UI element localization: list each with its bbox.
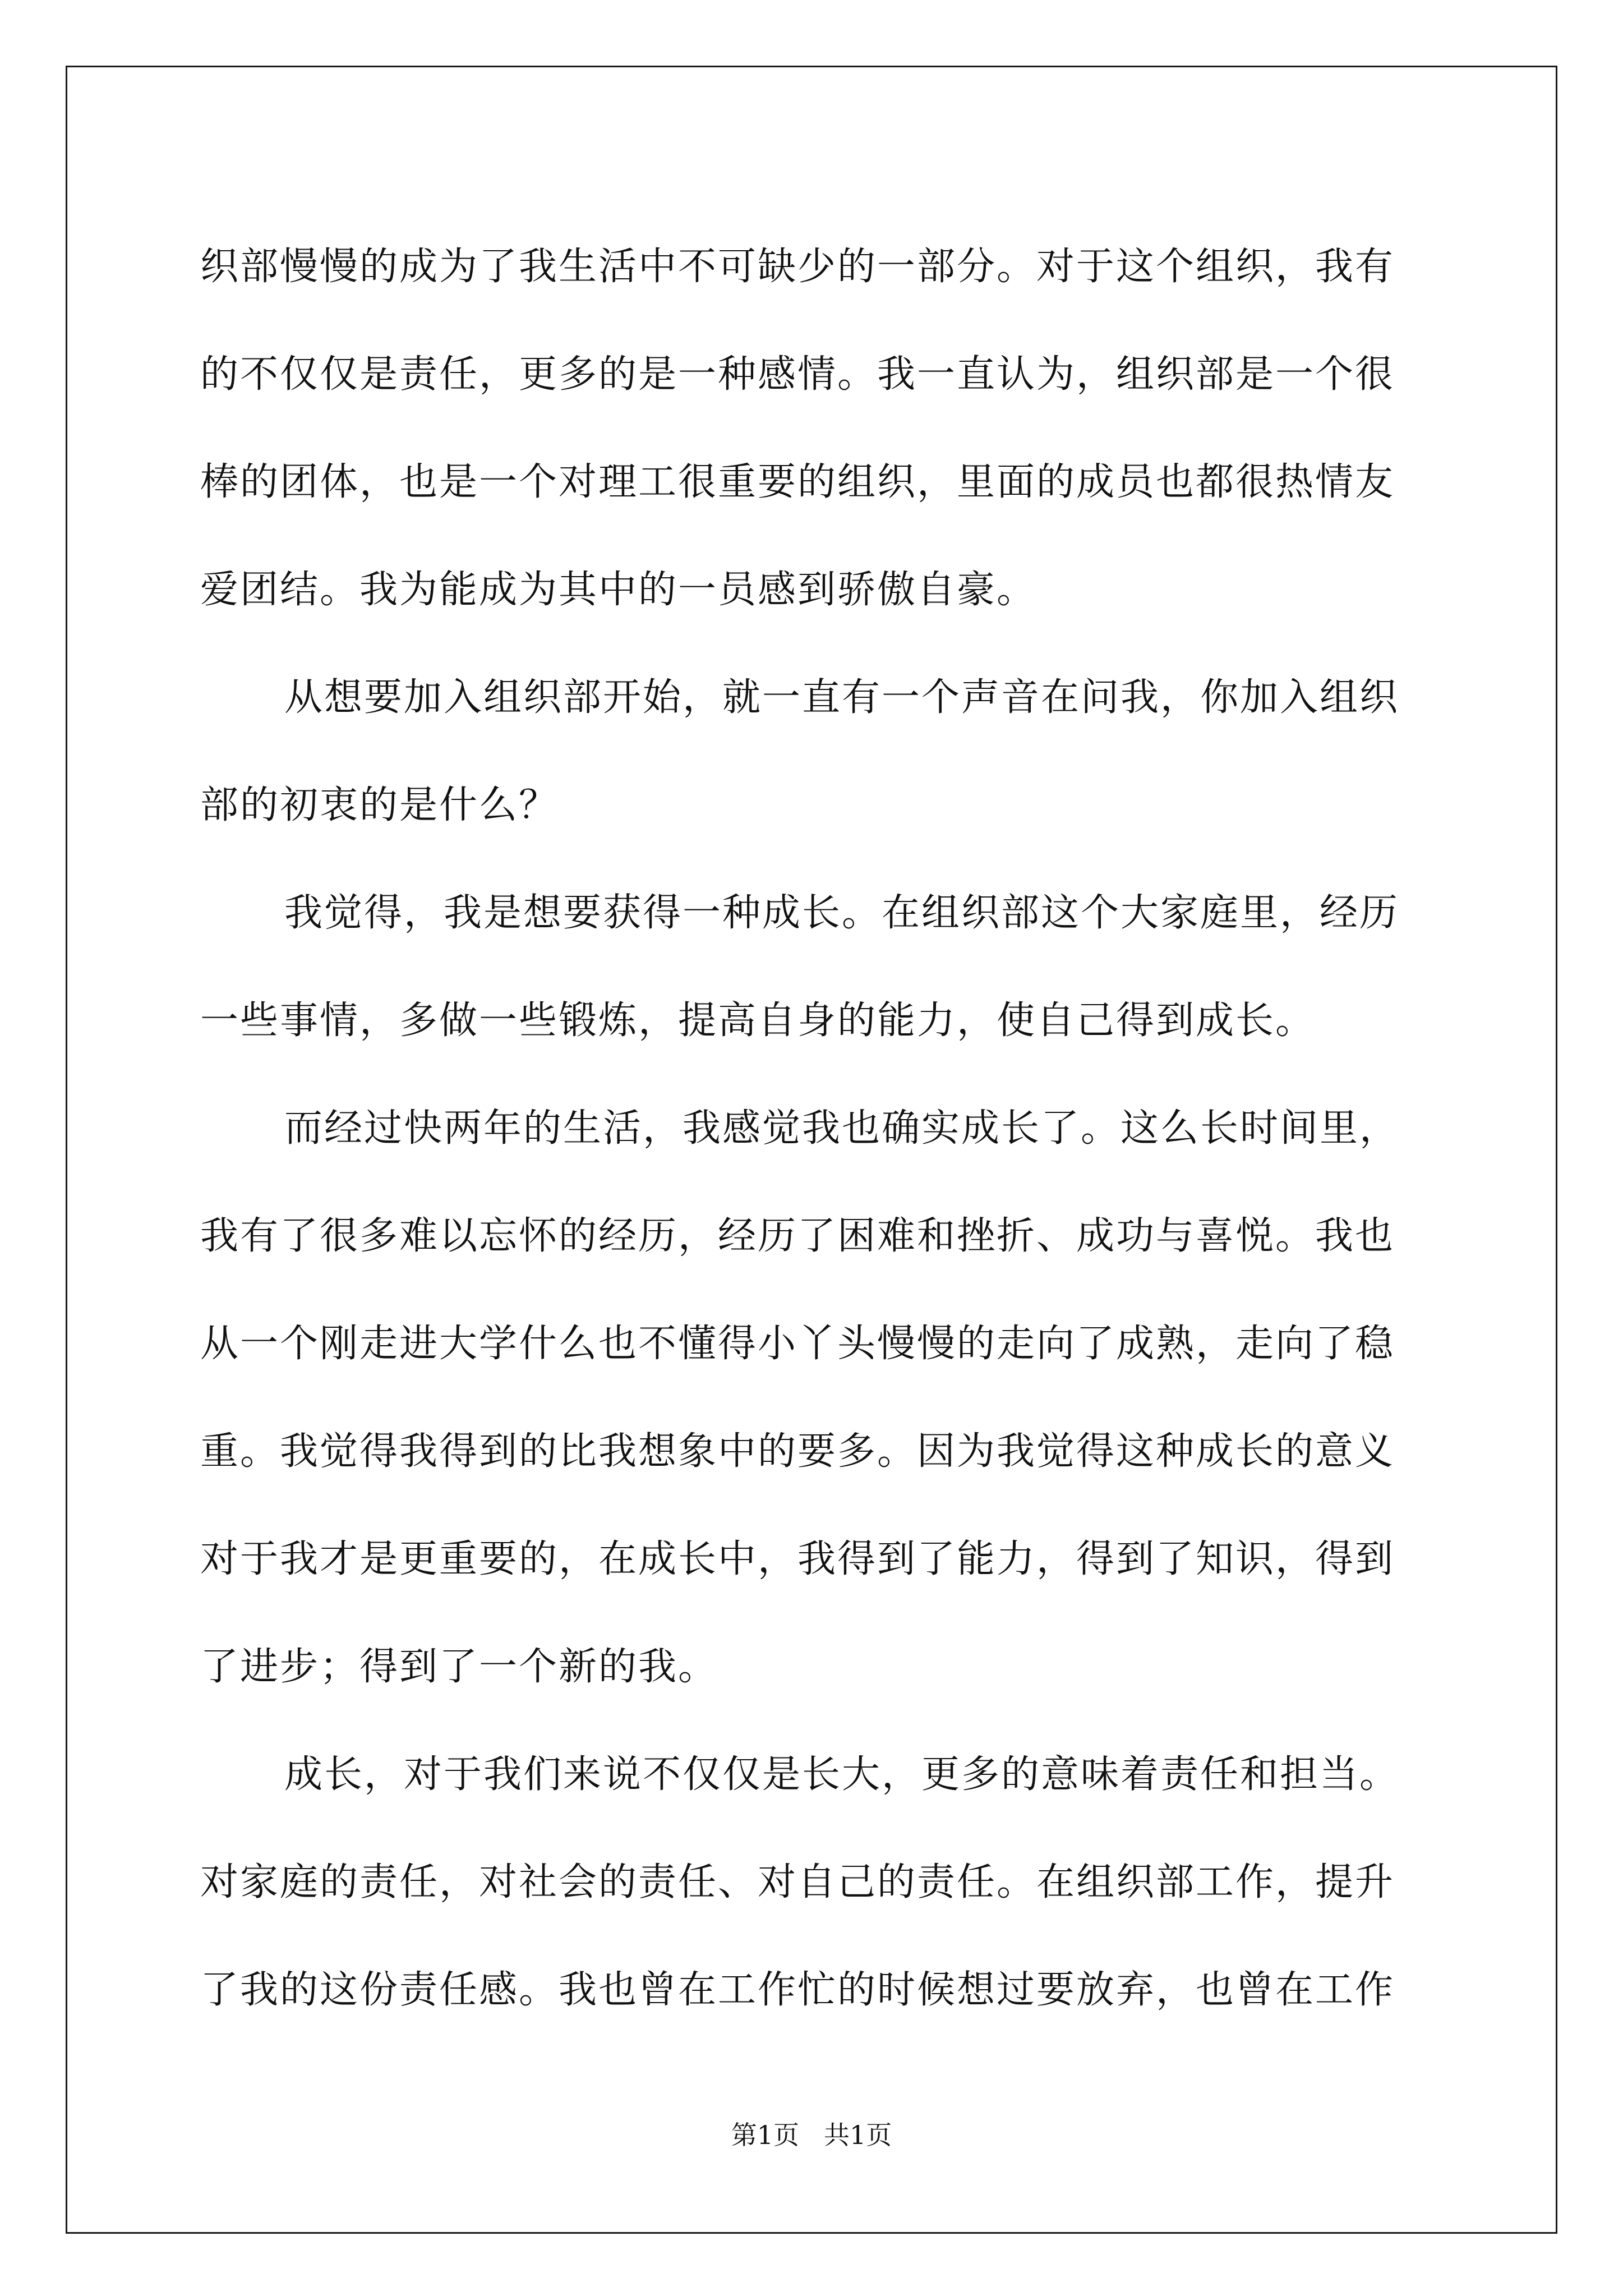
page-number-current: 第1页 [731,2120,799,2150]
body-line: 的不仅仅是责任，更多的是一种感情。我一直认为，组织部是一个很 [200,352,1395,397]
body-line: 对家庭的责任，对社会的责任、对自己的责任。在组织部工作，提升 [200,1860,1395,1904]
body-line: 成长，对于我们来说不仅仅是长大，更多的意味着责任和担当。 [284,1752,1400,1797]
body-line: 我觉得，我是想要获得一种成长。在组织部这个大家庭里，经历 [284,891,1400,935]
body-line: 重。我觉得我得到的比我想象中的要多。因为我觉得这种成长的意义 [200,1429,1395,1474]
body-line: 部的初衷的是什么？ [200,783,559,827]
body-line: 对于我才是更重要的，在成长中，我得到了能力，得到了知识，得到 [200,1537,1395,1581]
body-line: 爱团结。我为能成为其中的一员感到骄傲自豪。 [200,568,1037,612]
body-line: 棒的团体，也是一个对理工很重要的组织，里面的成员也都很热情友 [200,460,1395,504]
body-line: 从想要加入组织部开始，就一直有一个声音在问我，你加入组织 [284,675,1400,720]
document-body [200,213,1434,2044]
body-line: 织部慢慢的成为了我生活中不可缺少的一部分。对于这个组织，我有 [200,245,1395,289]
body-line: 了我的这份责任感。我也曾在工作忙的时候想过要放弃，也曾在工作 [200,1968,1395,2012]
body-line: 一些事情，多做一些锻炼，提高自身的能力，使自己得到成长。 [200,999,1316,1043]
body-line: 我有了很多难以忘怀的经历，经历了困难和挫折、成功与喜悦。我也 [200,1214,1395,1258]
body-line: 从一个刚走进大学什么也不懂得小丫头慢慢的走向了成熟，走向了稳 [200,1322,1395,1366]
body-line: 而经过快两年的生活，我感觉我也确实成长了。这么长时间里， [284,1106,1400,1151]
body-line: 了进步；得到了一个新的我。 [200,1645,718,1689]
page-footer [0,2115,1623,2152]
page-number-total: 共1页 [824,2120,892,2150]
